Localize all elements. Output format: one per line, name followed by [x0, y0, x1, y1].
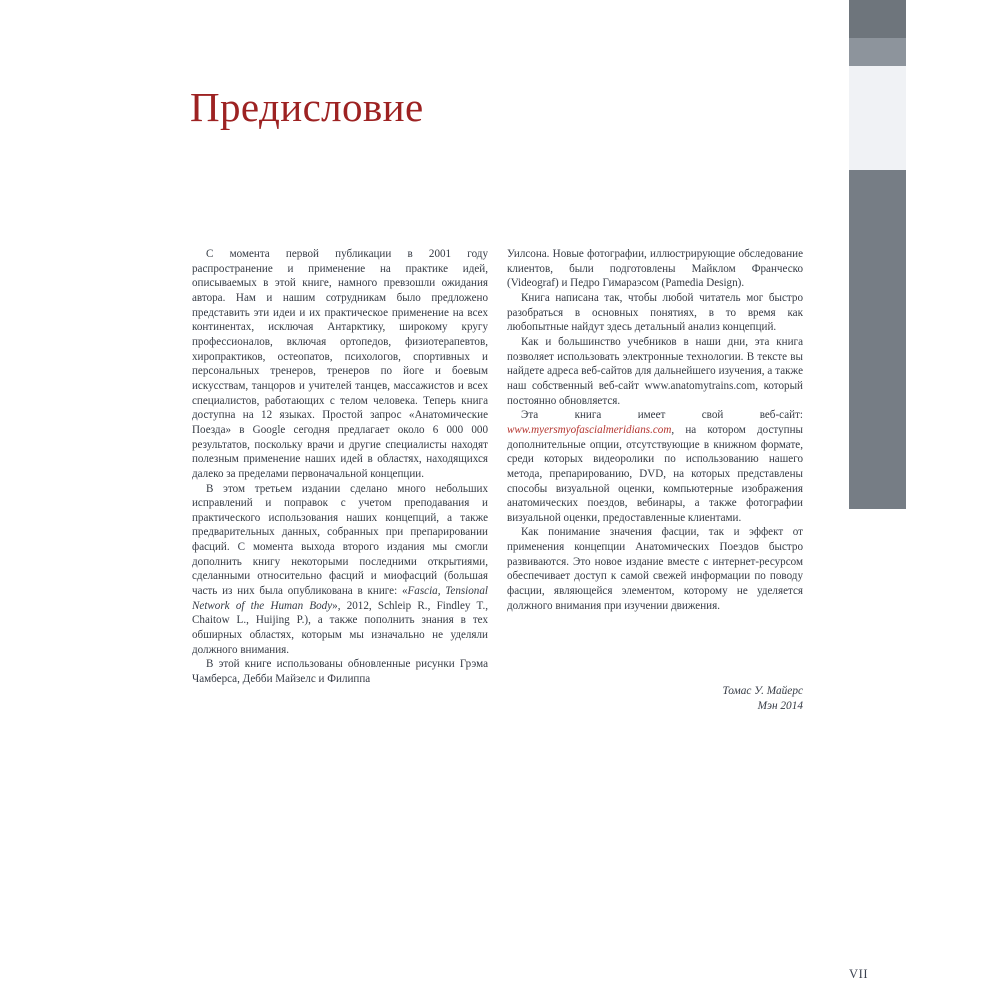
page-number: VII	[849, 967, 869, 981]
signature-place-date: Мэн 2014	[757, 700, 803, 712]
paragraph	[192, 482, 488, 658]
signature-block	[507, 684, 803, 714]
paragraph: Как понимание значения фасции, так и эффект от применения концепции Анатомических Поездов быстро развиваются. Это новое издание вместе с интернет-ресурсом обеспечивает доступ к самой свежей информации по поводу фасции, являющейся элементом, которому не уделяется должного внимания при изучении движения.	[507, 526, 803, 612]
body-text-columns	[192, 247, 803, 717]
paragraph	[507, 408, 803, 525]
paragraph-lead: Эта книга имеет свой веб-сайт:	[521, 409, 803, 422]
edge-bar-dark-top	[849, 0, 906, 38]
paragraph-tail: , на котором доступны дополнительные опции, отсутствующие в книжном формате, среди которых видеоролики по использованию нашего метода, препарированию, DVD, на которых представлены способы визуальной оценки, компьютерные изображения анатомических поездов, вебинары, а также фотографии визуальной оценки, предоставленные клиентами.	[507, 423, 803, 524]
edge-color-bars	[849, 0, 906, 509]
paragraph: Как и большинство учебников в наши дни, эта книга позволяет использовать электронные технологии. В тексте вы найдете адреса веб-сайтов для дальнейшего изучения, а также наш собственный веб-сайт www.anatomytrains.com, который постоянно обновляется.	[507, 335, 803, 407]
website-url-link[interactable]: www.myersmyofascialmeridians.com	[507, 423, 672, 436]
text-column-left	[192, 247, 488, 687]
edge-bar-dark-bottom	[849, 170, 906, 509]
edge-bar-light	[849, 66, 906, 170]
paragraph: В этой книге использованы обновленные рисунки Грэма Чамберса, Дебби Майзелс и Филиппа	[192, 658, 488, 686]
paragraph-lead: В этом третьем издании сделано много небольших исправлений и поправок с учетом преподавания и практического использования наших концепций, а также предварительных данных, собранных при препарировании фасций. С момента выхода второго издания мы смогли дополнить книгу некоторыми последними открытиями, сделанными относительно фасций и миофасций (большая часть из них была опубликована в книге: «	[192, 482, 488, 598]
paragraph: Книга написана так, чтобы любой читатель мог быстро разобраться в основных понятиях, в то время как любопытные найдут здесь детальный анализ концепций.	[507, 291, 803, 334]
paragraph: С момента первой публикации в 2001 году распространение и применение на практике идей, описываемых в этой книге, намного превзошли ожидания автора. Нам и нашим сотрудникам было предложено представить эти идеи и их практическое применение на всех континентах, исключая Антарктику, широкому кругу профессионалов, включая ортопедов, физиотерапевтов, хиропрактиков, остеопатов, психологов, спортивных и персональных тренеров, тренеров по йоге и боевым искусствам, танцоров и учителей танцев, массажистов и всех специалистов, работающих с телом человека. Теперь книга доступна на 12 языках. Простой запрос «Анатомические Поезда» в Google сегодня предлагает около 6 000 000 результатов, поскольку врачи и другие специалисты находят полезным применение наших идей в областях, находящихся далеко за пределами первоначальной концепции.	[192, 248, 488, 480]
edge-bar-mid-gray	[849, 38, 906, 66]
paragraph-tail: », 2012, Schleip R., Findley T., Chaitow L., Huijing P.), а также пополнить знания в тех обширных областях, которым мы изначально не уделяли должного внимания.	[192, 599, 488, 656]
signature-author: Томас У. Майерс	[722, 685, 803, 697]
paragraph: Уилсона. Новые фотографии, иллюстрирующие обследование клиентов, были подготовлены Майклом Франческо (Videograf) и Педро Гимараэсом (Pamedia Design).	[507, 248, 803, 290]
text-column-right	[507, 247, 803, 613]
book-title-citation: Fascia, Tensional Network of the Human Body	[192, 585, 488, 612]
page-title: Предисловие	[190, 84, 424, 131]
